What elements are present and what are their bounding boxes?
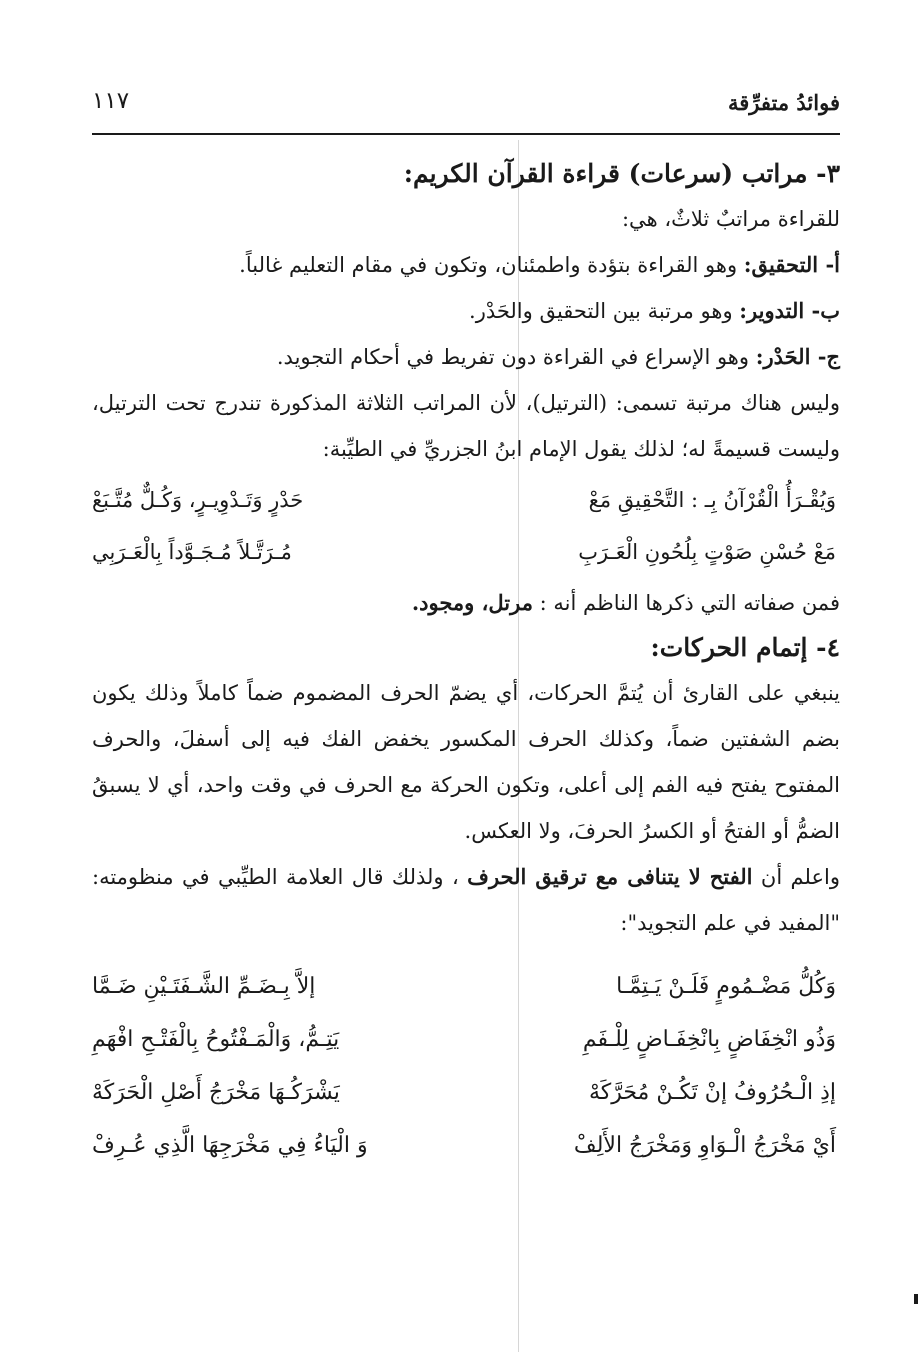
item-b-text: وهو مرتبة بين التحقيق والحَدْر. bbox=[469, 299, 740, 323]
poem-verse bbox=[92, 1013, 840, 1066]
para-2-end: ، ولذلك قال العلامة الطيِّبي في منظومته: "المفيد في علم التجويد": bbox=[92, 865, 840, 935]
poem-verse bbox=[92, 526, 840, 578]
second-hemistich: حَدْرٍ وَتَـدْوِيـرٍ، وَكُـلٌّ مُتَّـبَعْ bbox=[92, 488, 304, 512]
second-hemistich: يَشْرَكُـهَا مَخْرَجُ أَصْلِ الْحَرَكَهْ bbox=[92, 1080, 340, 1105]
item-a-text: وهو القراءة بتؤدة واطمئنان، وتكون في مقام التعليم غالباً. bbox=[239, 253, 744, 277]
first-hemistich: وَيُقْـرَأُ الْقُرْآنُ بِـ : التَّحْقِيقِ مَعْ bbox=[588, 488, 836, 512]
item-c-text: وهو الإسراع في القراءة دون تفريط في أحكام التجويد. bbox=[276, 345, 756, 369]
para-2-bold: الفتح لا يتنافى مع ترقيق الحرف bbox=[467, 864, 753, 889]
item-c bbox=[92, 334, 840, 380]
para-2-start: واعلم أن bbox=[752, 865, 840, 889]
first-hemistich: أَيْ مَخْرَجُ الْـوَاوِ وَمَخْرَجُ الأَلِفْ bbox=[573, 1133, 836, 1158]
closing-bold: مرتل، ومجود. bbox=[411, 590, 533, 615]
second-hemistich: مُـرَتَّـلاً مُـجَـوَّداً بِالْعَـرَبِي bbox=[92, 540, 292, 564]
first-hemistich: إذِ الْـحُرُوفُ إنْ تَكُـنْ مُحَرَّكَهْ bbox=[588, 1080, 836, 1105]
poem-verse bbox=[92, 474, 840, 526]
page-number: ١١٧ bbox=[92, 88, 130, 114]
first-hemistich: مَعْ حُسْنِ صَوْتٍ بِلُحُونِ الْعَـرَبِ bbox=[578, 540, 836, 564]
first-hemistich: وَذُو انْخِفَاضٍ بِانْخِفَـاضٍ لِلْـفَمِ bbox=[582, 1027, 836, 1052]
poem-verse bbox=[92, 960, 840, 1013]
tayyiba-poem bbox=[92, 474, 840, 578]
item-a-term: أ- التحقيق: bbox=[743, 252, 840, 277]
scan-edge-mark bbox=[914, 1294, 918, 1304]
poem-verse bbox=[92, 1119, 840, 1172]
item-b bbox=[92, 288, 840, 334]
item-c-term: ج- الحَدْر: bbox=[755, 344, 840, 369]
second-hemistich: وَ الْيَاءُ فِي مَخْرَجِهَا الَّذِي عُـرِفْ bbox=[92, 1133, 368, 1158]
page-header bbox=[92, 86, 840, 126]
item-a bbox=[92, 242, 840, 288]
header-divider bbox=[92, 133, 840, 135]
section-3-heading: ٣- مراتب (سرعات) قراءة القرآن الكريم: bbox=[403, 159, 840, 188]
tartil-note: وليس هناك مرتبة تسمى: (الترتيل)، لأن المراتب الثلاثة المذكورة تندرج تحت الترتيل، وليست قسيمةً له؛ لذلك يقول الإمام ابنُ الجزريِّ في الطيِّبة: bbox=[92, 391, 840, 461]
first-hemistich: وَكُلُّ مَضْـمُومٍ فَلَـنْ يَـتِمَّـا bbox=[616, 974, 836, 999]
second-hemistich: إلاَّ بِـضَـمِّ الشَّـفَتَـيْنِ ضَـمَّا bbox=[92, 974, 316, 999]
section-3-closing bbox=[92, 580, 840, 626]
mufid-poem bbox=[92, 960, 840, 1172]
page-body bbox=[92, 152, 840, 1174]
section-4-para-1: ينبغي على القارئ أن يُتمَّ الحركات، أي يضمّ الحرف المضموم ضماً كاملاً وذلك يكون بضم الشفتين ضماً، وكذلك الحرف المكسور يخفض الفك فيه إلى أسفلَ، والحرف المفتوح يفتح فيه الفم إلى أعلى، وتكون الحركة مع الحرف في وقت واحد، أي لا يسبقُ الضمُّ أو الفتحُ أو الكسرُ الحرفَ، ولا العكس. bbox=[92, 681, 840, 843]
item-b-term: ب- التدوير: bbox=[739, 298, 840, 323]
running-title: فوائدُ متفرِّقة bbox=[728, 90, 840, 115]
section-3-intro: للقراءة مراتبٌ ثلاثٌ، هي: bbox=[621, 207, 840, 231]
second-hemistich: يَتِـمُّ، وَالْمَـفْتُوحُ بِالْفَتْـحِ افْهَمِ bbox=[92, 1027, 340, 1052]
closing-text: فمن صفاته التي ذكرها الناظم أنه : bbox=[532, 591, 840, 615]
section-4-heading: ٤- إتمام الحركات: bbox=[650, 633, 840, 662]
poem-verse bbox=[92, 1066, 840, 1119]
section-4-para-2 bbox=[92, 854, 840, 946]
